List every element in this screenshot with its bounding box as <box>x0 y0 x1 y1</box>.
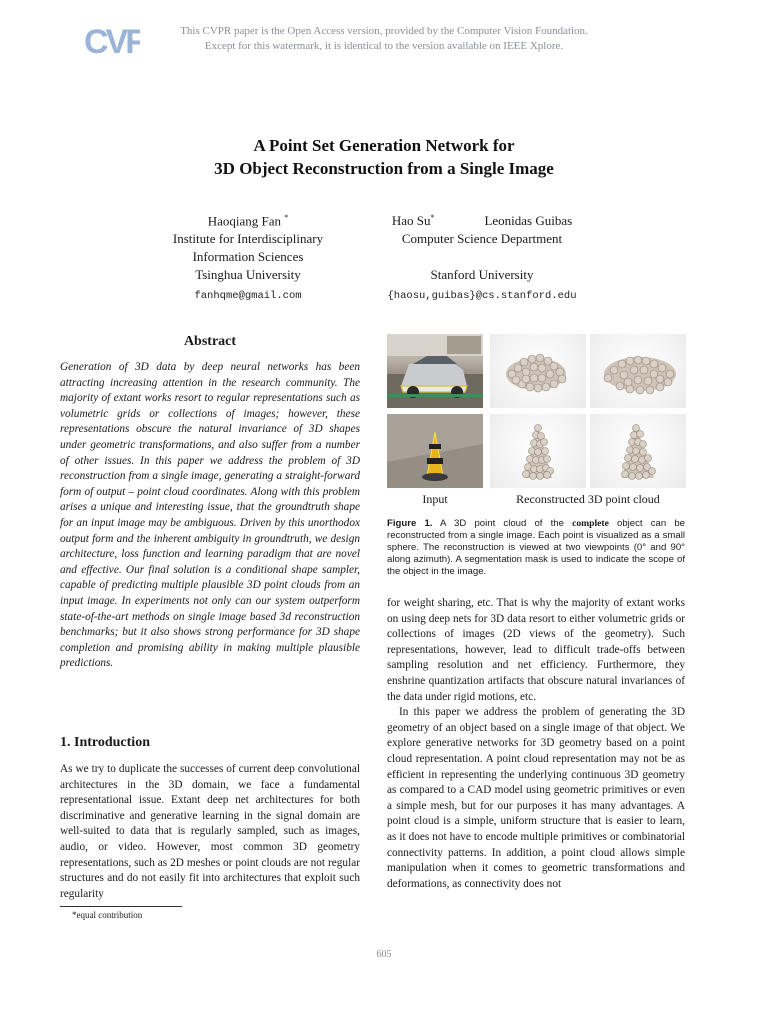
figure-label-reconstructed: Reconstructed 3D point cloud <box>516 492 660 506</box>
affiliation-line-1: Institute for Interdisciplinary <box>172 231 324 247</box>
input-image-cone <box>387 414 483 488</box>
author-email-left: fanhqme@gmail.com <box>194 290 302 303</box>
author-name-left: Haoqiang Fan * <box>207 213 289 229</box>
watermark-line-1: This CVPR paper is the Open Access version, provided by the Computer Vision Foundation. <box>180 25 588 37</box>
author-names-right <box>350 209 614 230</box>
watermark-notice <box>130 24 638 54</box>
point-cloud-car-view-1 <box>490 334 586 408</box>
section-heading-introduction: 1. Introduction <box>60 735 150 750</box>
figure-1-caption: Figure 1. A 3D point cloud of the complete object can be reconstructed from a single image. Each point is visualized as a small sphere. The reconstruction is viewed at two viewpoints (0° and 90° along azimuth). A segmentation mask is used to indicate the scope of the object in the image. <box>387 518 685 577</box>
affiliation-line-3: Tsinghua University <box>195 267 301 283</box>
right-column-text <box>387 596 685 892</box>
input-image-car <box>387 334 483 408</box>
affiliation-dept: Computer Science Department <box>401 231 563 247</box>
introduction-text: As we try to duplicate the successes of current deep convolutional architectures in the 3D domain, we face a fundamental representational issue. Extant deep net architectures for both discriminative and generative learning in the signal domain are well-suited to data that is regularly sampled, such as images, audio, or video. However, most common 3D geometry representations, such as 2D meshes or point clouds are not regular structures and do not easily fit into architectures that exploit such regularity <box>60 763 360 900</box>
author-email-right: {haosu,guibas}@cs.stanford.edu <box>387 290 577 303</box>
title-line-1: A Point Set Generation Network for <box>253 136 515 155</box>
paragraph: In this paper we address the problem of generating the 3D geometry of an object based on a single image of that object. We explore generative networks for 3D geometry based on a point cloud representation. A point cloud representation may not be as efficient in representing the underlying continuous 3D geometry as compared to a CAD model using geometric primitives or even a simple mesh, but for our purposes it has many advantages. A point cloud is a simple, uniform structure that is easier to learn, as it does not have to encode multiple primitives or combinatorial connectivity patterns. In addition, a point cloud allows simple manipulation when it comes to geometric transformations and deformations, as connectivity does not <box>387 706 685 890</box>
point-cloud-cone-view-2 <box>590 414 686 488</box>
figure-label-input: Input <box>422 492 448 506</box>
page-number: 605 <box>376 949 392 960</box>
affiliation-univ: Stanford University <box>430 267 534 283</box>
paper-title <box>60 134 708 180</box>
abstract-text: Generation of 3D data by deep neural networks has been attracting increasing attention in the research community. The majority of extant works resort to regular representations such as volumetric grids or collections of images; however, these representations obscure the natural invariance of 3D shapes under geometric transformations, and also suffer from a number of other issues. In this paper we address the problem of 3D reconstruction from a single image, generating a straight-forward form of output – point cloud coordinates. Along with this problem arises a unique and interesting issue, that the groundtruth shape for an input image may be ambiguous. Driven by this unorthodox output form and the inherent ambiguity in groundtruth, we design architecture, loss function and learning paradigm that are novel and effective. Our final solution is a conditional shape sampler, capable of predicting multiple plausible 3D point clouds from an input image. In experiments not only can our system outperform state-of-the-art methods on single image based 3d reconstruction benchmarks; but it also shows strong performance for 3D shape completion and promising ability in making multiple plausible predictions. <box>60 361 360 670</box>
abstract-heading: Abstract <box>183 334 237 349</box>
footnote: *equal contribution <box>72 910 143 920</box>
point-cloud-cone-view-1 <box>490 414 586 488</box>
title-line-2: 3D Object Reconstruction from a Single Image <box>214 159 554 178</box>
point-cloud-car-view-2 <box>590 334 686 408</box>
cvf-logo-text: CVF <box>84 23 140 60</box>
paragraph: for weight sharing, etc. That is why the majority of extant works on using deep nets for 3D data resort to either volumetric grids or collections of images (2D views of the geometry). Such representations, however, lead to difficult trade-offs between sampling resolution and net efficiency. Furthermore, they enshrine quantization artifacts that obscure natural invariances of the data under rigid motions, etc. <box>387 597 685 703</box>
author-block-left <box>128 209 368 305</box>
affiliation-line-2: Information Sciences <box>192 249 304 265</box>
caption-emphasis-complete: complete <box>572 518 609 529</box>
watermark-line-2: Except for this watermark, it is identical to the version available on IEEE Xplore. <box>204 40 564 52</box>
footnote-rule <box>60 906 182 907</box>
author-name-su: Hao Su* <box>391 213 435 229</box>
figure-caption-label: Figure 1. <box>387 518 433 529</box>
author-name-guibas: Leonidas Guibas <box>484 213 573 229</box>
author-block-right <box>350 209 614 305</box>
